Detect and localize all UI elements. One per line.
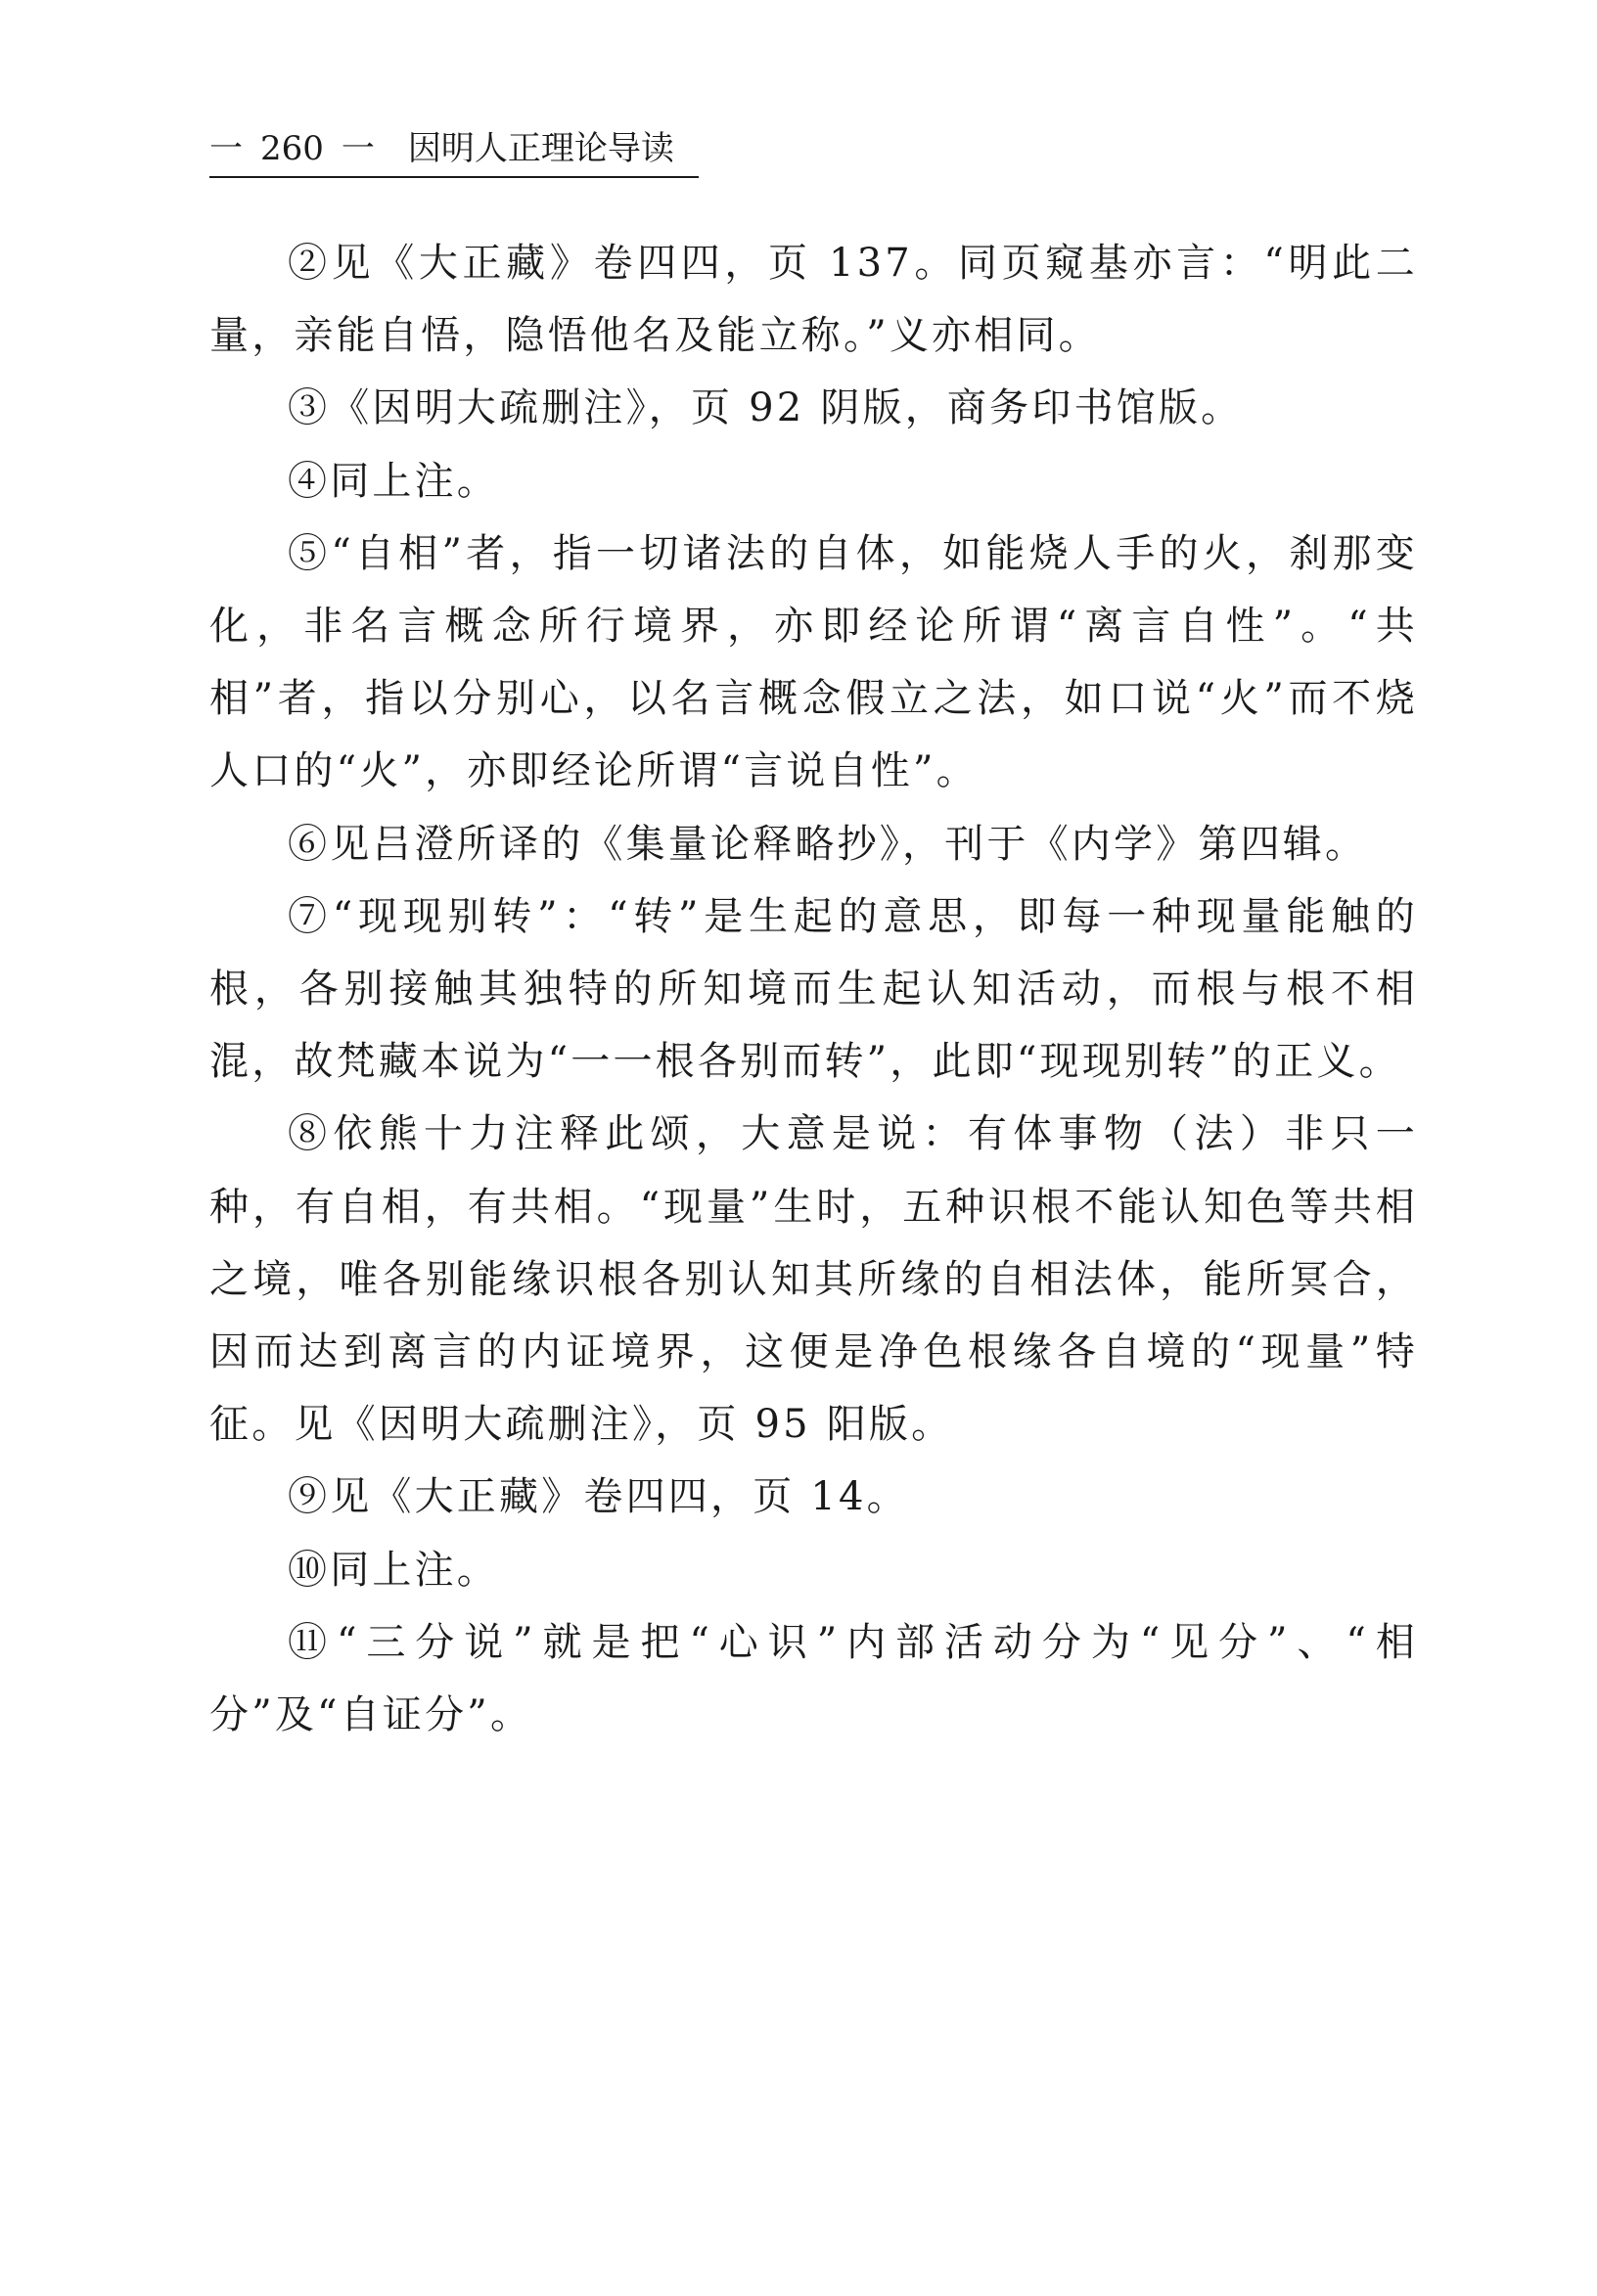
footnotes xyxy=(209,227,1418,1751)
footnote-marker: ⑨ xyxy=(288,1474,331,1520)
footnote-text: 《因明大疏删注》，页 92 阴版，商务印书馆版。 xyxy=(330,385,1244,431)
page-header xyxy=(209,129,699,178)
footnote-2 xyxy=(209,227,1418,372)
footnote-marker: ④ xyxy=(288,458,331,504)
footnote-marker: ⑩ xyxy=(288,1547,331,1593)
footnote-text: 见吕澄所译的《集量论释略抄》，刊于《内学》第四辑。 xyxy=(330,821,1368,867)
book-title: 因明人正理论导读 xyxy=(407,129,674,168)
footnote-marker: ⑤ xyxy=(288,530,332,576)
footnote-text: 见《大正藏》卷四四，页 137。同页窥基亦言：“明此二量，亲能自悟，隐悟他名及能立称。”义亦相同。 xyxy=(209,241,1418,359)
footnote-marker: ③ xyxy=(288,385,331,431)
footnote-marker: ⑪ xyxy=(288,1619,337,1665)
footnote-marker: ⑦ xyxy=(288,893,333,939)
footnote-10 xyxy=(209,1534,1418,1606)
footnote-text: 同上注。 xyxy=(330,458,500,504)
footnote-11 xyxy=(209,1606,1418,1751)
header-dash-left: 一 xyxy=(209,129,243,168)
footnote-8 xyxy=(209,1098,1418,1461)
footnote-marker: ② xyxy=(288,241,332,286)
footnote-6 xyxy=(209,808,1418,880)
footnote-marker: ⑧ xyxy=(288,1111,334,1157)
footnote-4 xyxy=(209,445,1418,518)
footnote-marker: ⑥ xyxy=(288,821,331,867)
footnote-3 xyxy=(209,372,1418,444)
footnote-text: 依熊十力注释此颂，大意是说：有体事物（法）非只一种，有自相，有共相。“现量”生时，五种识根不能认知色等共相之境，唯各别能缘识根各别认知其所缘的自相法体，能所冥合，因而达到离言的内证境界，这便是净色根缘各自境的“现量”特征。见《因明大疏删注》，页 95 阳版。 xyxy=(209,1111,1418,1448)
footnote-text: “三分说”就是把“心识”内部活动分为“见分”、“相分”及“自证分”。 xyxy=(209,1619,1418,1738)
footnote-text: 同上注。 xyxy=(330,1547,500,1593)
footnote-9 xyxy=(209,1461,1418,1533)
footnote-5 xyxy=(209,518,1418,808)
footnote-7 xyxy=(209,880,1418,1099)
footnote-text: 见《大正藏》卷四四，页 14。 xyxy=(330,1474,909,1520)
page-number: 260 xyxy=(260,129,324,168)
header-dash-right: 一 xyxy=(341,129,375,168)
footnote-text: “现现别转”：“转”是生起的意思，即每一种现量能触的根，各别接触其独特的所知境而生起认知活动，而根与根不相混，故梵藏本说为“一一根各别而转”，此即“现现别转”的正义。 xyxy=(209,893,1419,1085)
footnote-text: “自相”者，指一切诸法的自体，如能烧人手的火，刹那变化，非名言概念所行境界，亦即经论所谓“离言自性”。“共相”者，指以分别心，以名言概念假立之法，如口说“火”而不烧人口的“火”，亦即经论所谓“言说自性”。 xyxy=(209,530,1418,794)
